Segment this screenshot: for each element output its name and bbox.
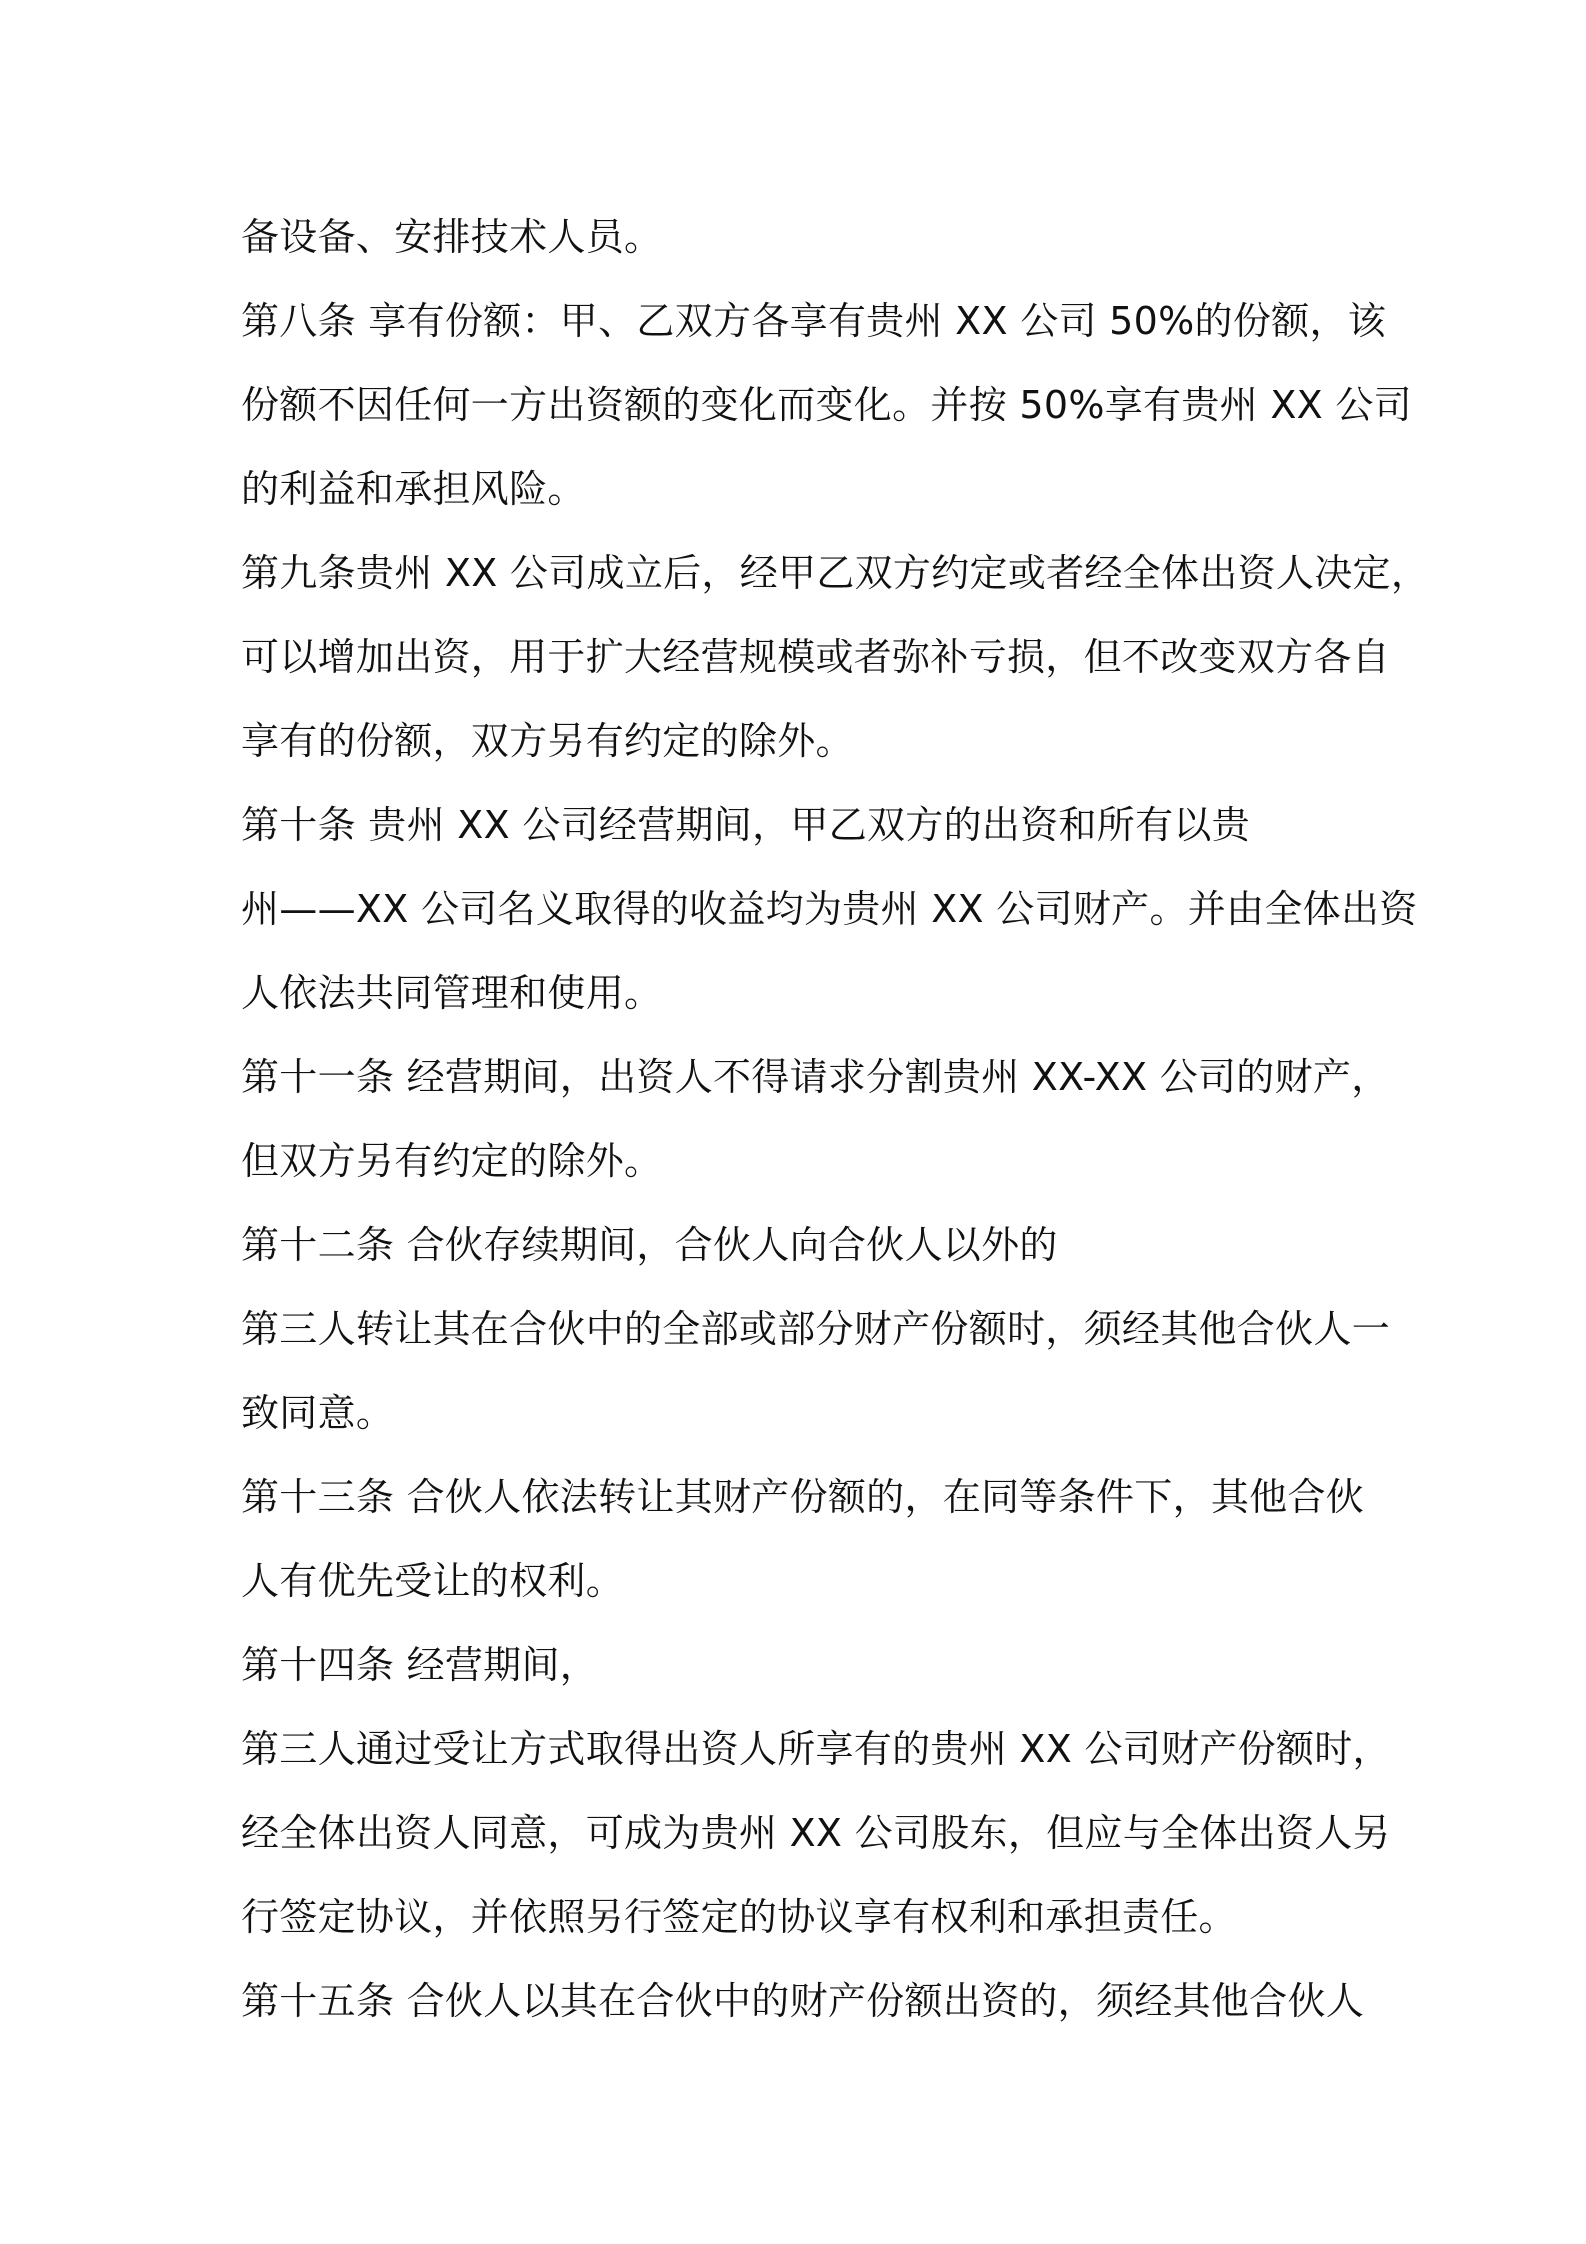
document-line: 但双方另有约定的除外。 [241, 1139, 663, 1183]
document-line: 享有的份额，双方另有约定的除外。 [241, 719, 854, 763]
document-line: 第十条 贵州 XX 公司经营期间，甲乙双方的出资和所有以贵 [241, 803, 1251, 847]
document-line: 备设备、安排技术人员。 [241, 215, 663, 259]
document-line: 第十一条 经营期间，出资人不得请求分割贵州 XX-XX 公司的财产， [241, 1055, 1390, 1099]
document-line: 第八条 享有份额：甲、乙双方各享有贵州 XX 公司 50%的份额，该 [241, 299, 1387, 343]
document-line: 可以增加出资，用于扩大经营规模或者弥补亏损，但不改变双方各自 [241, 635, 1391, 679]
document-line: 致同意。 [241, 1391, 395, 1435]
document-line: 第九条贵州 XX 公司成立后，经甲乙双方约定或者经全体出资人决定， [241, 551, 1430, 595]
document-line: 的利益和承担风险。 [241, 467, 586, 511]
document-line: 第十三条 合伙人依法转让其财产份额的，在同等条件下，其他合伙 [241, 1475, 1365, 1519]
document-line: 州——XX 公司名义取得的收益均为贵州 XX 公司财产。并由全体出资 [241, 887, 1418, 931]
document-line: 第十四条 经营期间， [241, 1643, 599, 1687]
document-line: 第三人转让其在合伙中的全部或部分财产份额时，须经其他合伙人一 [241, 1307, 1391, 1351]
document-line: 经全体出资人同意，可成为贵州 XX 公司股东，但应与全体出资人另 [241, 1811, 1391, 1855]
document-line: 第三人通过受让方式取得出资人所享有的贵州 XX 公司财产份额时， [241, 1727, 1391, 1771]
document-body [241, 195, 1430, 2043]
document-line: 第十二条 合伙存续期间，合伙人向合伙人以外的 [241, 1223, 1058, 1267]
document-line: 人依法共同管理和使用。 [241, 971, 663, 1015]
document-line: 份额不因任何一方出资额的变化而变化。并按 50%享有贵州 XX 公司 [241, 383, 1412, 427]
document-line: 行签定协议，并依照另行签定的协议享有权利和承担责任。 [241, 1895, 1237, 1939]
document-line: 第十五条 合伙人以其在合伙中的财产份额出资的，须经其他合伙人 [241, 1979, 1365, 2023]
document-line: 人有优先受让的权利。 [241, 1559, 625, 1603]
